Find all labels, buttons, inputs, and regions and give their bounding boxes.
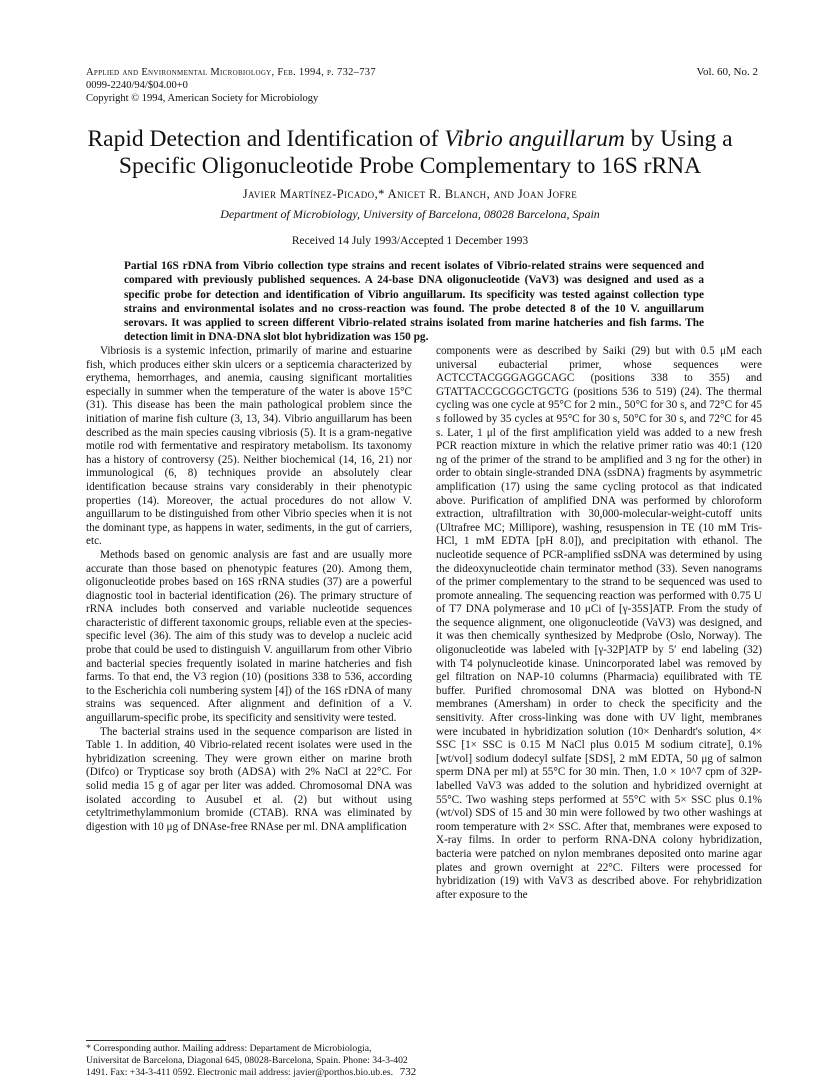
- article-title: [60, 126, 760, 180]
- title-species: Vibrio anguillarum: [444, 126, 625, 152]
- journal-code: 0099-2240/94/$04.00+0: [86, 80, 188, 91]
- footnote-divider: [86, 1040, 226, 1041]
- title-line-2: Specific Oligonucleotide Probe Complementary to 16S rRNA: [118, 153, 702, 179]
- body-paragraph: components were as described by Saiki (29) but with 0.5 μM each universal eubacterial primer, whose sequences were ACTCCTACGGGAGGCAGC (positions 338 to 355) and GTATTACCGCGGCTGCTG (positions 536 to 519) (24). The thermal cycling was one cycle at 95°C for 2 min., 50°C for 30 s, and 72°C for 45 s followed by 35 cycles at 95°C for 30 s, 50°C for 30 s, and 72°C for 45 s. Later, 1 μl of the first amplification yield was added to a new fresh PCR reaction mixture in which the relative primer ratio was 40:1 (120 ng of the primer of the strand to be amplified and 3 ng for the other) in order to obtain single-stranded DNA (ssDNA) fragments by asymmetric amplification (17) using the same cycling protocol as that indicated above. Purification of amplified DNA was performed by chloroform extraction, ultrafiltration with 30,000-molecular-weight-cutoff units (Ultrafree MC; Millipore), washing, resuspension in TE (10 mM Tris-HCl, 1 mM EDTA [pH 8.0]), and precipitation with ethanol. The nucleotide sequence of PCR-amplified ssDNA was determined by using the dideoxynucleotide chain terminator method (33). Seven nanograms of the primer complementary to the strand to be sequenced was used to promote annealing. The sequencing reaction was performed with 0.75 U of T7 DNA polymerase and 10 μCi of [γ-35S]ATP. From the study of the sequence alignment, one oligonucleotide (VaV3) was designed, and it was then chemically synthesized by Medprobe (Oslo, Norway). The oligonucleotide was labeled with [γ-32P]ATP by 5′ end labeling (32) with T4 polynucleotide kinase. Unincorporated label was removed by gel filtration on NAP-10 columns (Pharmacia) equilibrated with TE buffer. Purified chromosomal DNA was blotted on Hybond-N membranes (Amersham) in order to check the specificity and the sensitivity. After cross-linking was done with UV light, membranes were incubated in hybridization solution (10× Denhardt's solution, 4× SSC [1× SSC is 0.15 M NaCl plus 0.015 M sodium citrate], 0.1% [wt/vol] sodium dodecyl sulfate [SDS], 2 mM EDTA, 50 μg of salmon sperm DNA per ml) at 55°C for 30 min. Then, 1.0 × 10^7 cpm of 32P-labelled VaV3 was added to the solution and hybridized overnight at 55°C. Two washing steps performed at 55°C with 5× SSC plus 0.1% (wt/vol) SDS of 15 and 30 min were followed by two other washings at room temperature with 2× SSC. After that, membranes were exposed to X-ray films. In order to perform RNA-DNA colony hybridization, bacteria were patched on nylon membranes deposited onto marine agar plates and grown overnight at 22°C. Filters were processed for hybridization (19) with VaV3 as described above. For rehybridization after exposure to the: [436, 345, 762, 901]
- title-part: Rapid Detection and Identification of: [87, 126, 445, 152]
- body-paragraph: The bacterial strains used in the sequence comparison are listed in Table 1. In addition, 40 Vibrio-related recent isolates were used in the hybridization screening. They were grown either on marine broth (Difco) or Trypticase soy broth (ADSA) with 2% NaCl at 22°C. For solid media 15 g of agar per liter was added. Chromosomal DNA was isolated according to Ausubel et al. (2) but without using cetyltrimethylammonium bromide (CTAB). RNA was eliminated by digestion with 10 μg of DNAse-free RNAse per ml. DNA amplification: [86, 725, 412, 833]
- abstract: Partial 16S rDNA from Vibrio collection type strains and recent isolates of Vibrio-related strains were sequenced and compared with previously published sequences. A 24-base DNA oligonucleotide (VaV3) was designed and used as a specific probe for detection and identification of Vibrio anguillarum. Its specificity was tested against collection type strains and environmental isolates and no cross-reaction was found. The probe detected 8 of the 10 V. anguillarum serovars. It was applied to screen different Vibrio-related strains isolated from marine hatcheries and fish farms. The detection limit in DNA-DNA slot blot hybridization was 150 pg.: [124, 260, 704, 344]
- left-column: [86, 345, 412, 834]
- copyright-line: Copyright © 1994, American Society for Microbiology: [86, 93, 319, 104]
- body-paragraph: Methods based on genomic analysis are fast and are usually more accurate than those based on phenotypic features (20). Among them, oligonucleotide probes based on 16S rRNA studies (37) are a powerful diagnostic tool in bacterial identification (26). The primary structure of rRNA includes both conserved and variable nucleotide sequences characteristic of different taxonomic groups, reliable even at the species-specific level (36). The aim of this study was to develop a nucleic acid probe that could be used to distinguish V. anguillarum from other Vibrio and bacterial species frequently isolated in marine hatcheries and fish farms. To that end, the V3 region (10) (positions 338 to 536, according to the Escherichia coli numbering system [4]) of the 16S rDNA of many strains was sequenced. After alignment and definition of a V. anguillarum-specific probe, its specificity and sensitivity were tested.: [86, 548, 412, 725]
- body-paragraph: Vibriosis is a systemic infection, primarily of marine and estuarine fish, which produces either skin ulcers or a septicemia characterized by erythema, hemorrhages, and anemia, causing significant mortalities especially in summer when the temperature of the water is above 15°C (31). This disease has been the main pathological problem since the initiation of marine fish culture (3, 13, 34). Vibrio anguillarum has been described as the main species causing vibriosis (5). It is a gram-negative motile rod with fermentative and respiratory metabolism. Its taxonomy has a history of controversy (25). Neither biochemical (14, 16, 21) nor immunological (6, 8) techniques provide an absolutely clear identification because strains vary considerably in their phenotypic properties (14). Moreover, the actual procedures do not allow V. anguillarum to be distinguished from other Vibrio species when it is not the dominant type, as happens in water, sediments, in the gut of carriers, etc.: [86, 345, 412, 548]
- volume-issue: Vol. 60, No. 2: [696, 66, 758, 78]
- received-dates: Received 14 July 1993/Accepted 1 December 1993: [291, 235, 529, 247]
- journal-citation: Applied and Environmental Microbiology, Feb. 1994, p. 732–737: [86, 67, 376, 78]
- author-list: Javier Martínez-Picado,* Anicet R. Blanch, and Joan Jofre: [242, 187, 578, 201]
- right-column: [436, 345, 762, 902]
- title-part: by Using a: [624, 126, 733, 152]
- affiliation: Department of Microbiology, University of Barcelona, 08028 Barcelona, Spain: [220, 207, 600, 221]
- corresponding-author-footnote: * Corresponding author. Mailing address: Departament de Microbiologia, Universitat de Barcelona, Diagonal 645, 08028-Barcelona, Spain. Phone: 34-3-402 1491. Fax: +34-3-411 0592. Electronic mail address: javier@porthos.bio.ub.es.: [86, 1043, 408, 1078]
- page-number: 732: [399, 1066, 417, 1078]
